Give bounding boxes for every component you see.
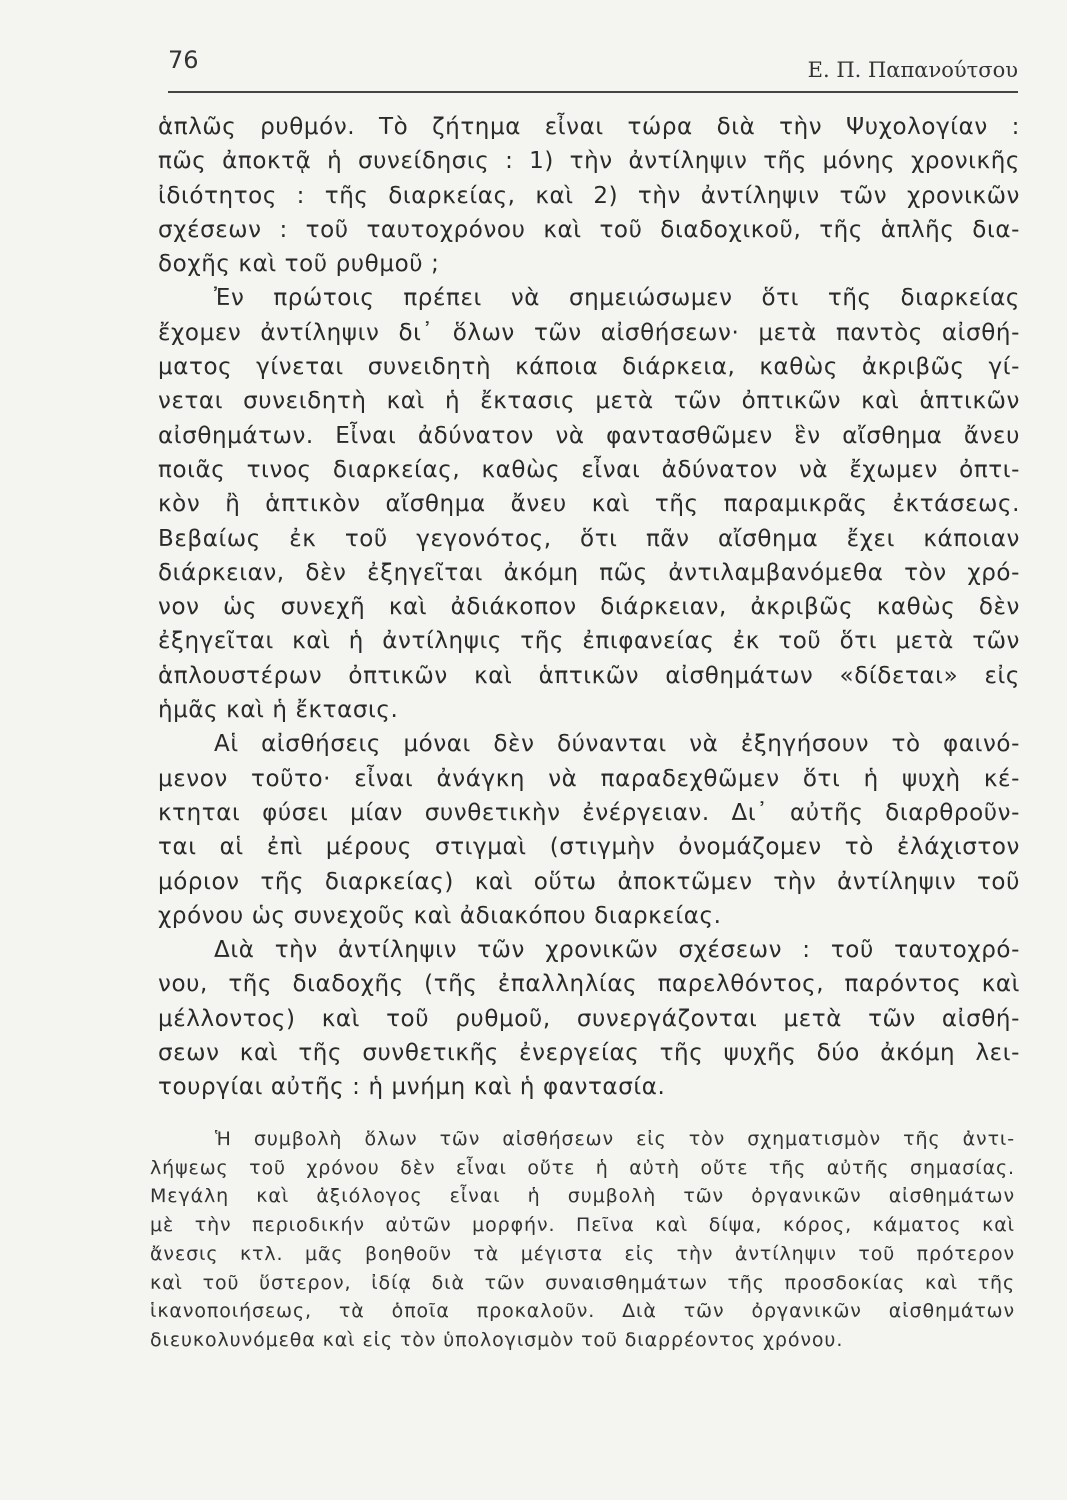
- page-number: 76: [168, 46, 199, 74]
- text-line: ἔχομεν ἀντίληψιν δι᾽ ὅλων τῶν αἰσθήσεων· μετὰ παντὸς αἰσθή-: [158, 319, 1020, 346]
- footnote: [150, 1125, 1015, 1355]
- text-line: σεων καὶ τῆς συνθετικῆς ἐνεργείας τῆς ψυχῆς δύο ἀκόμη λει-: [158, 1040, 1020, 1067]
- text-line: νεται συνειδητὴ καὶ ἡ ἔκτασις μετὰ τῶν ὀπτικῶν καὶ ἁπτικῶν: [158, 388, 1020, 415]
- footnote-line: Ἡ συμβολὴ ὅλων τῶν αἰσθήσεων εἰς τὸν σχηματισμὸν τῆς ἀντι-: [215, 1128, 1015, 1150]
- footnote-line: μὲ τὴν περιοδικήν αὐτῶν μορφήν. Πεῖνα καὶ δίψα, κόρος, κάματος καὶ: [150, 1214, 1015, 1237]
- text-line: ἰδιότητος : τῆς διαρκείας, καὶ 2) τὴν ἀντίληψιν τῶν χρονικῶν: [158, 182, 1020, 209]
- header-rule: [168, 91, 1018, 93]
- text-line: Διὰ τὴν ἀντίληψιν τῶν χρονικῶν σχέσεων : τοῦ ταυτοχρό-: [214, 937, 1020, 964]
- footnote-line: καὶ τοῦ ὕστερον, ἰδίᾳ διὰ τῶν συναισθημάτων τῆς προσδοκίας καὶ τῆς: [150, 1271, 1015, 1294]
- text-line: ἐξηγεῖται καὶ ἡ ἀντίληψις τῆς ἐπιφανείας ἐκ τοῦ ὅτι μετὰ τῶν: [158, 628, 1020, 655]
- text-line: Βεβαίως ἐκ τοῦ γεγονότος, ὅτι πᾶν αἴσθημα ἔχει κάποιαν: [158, 525, 1020, 552]
- text-line: νον ὡς συνεχῆ καὶ ἀδιάκοπον διάρκειαν, ἀκριβῶς καθὼς δὲν: [158, 594, 1020, 621]
- text-line: πῶς ἀποκτᾷ ἡ συνείδησις : 1) τὴν ἀντίληψιν τῆς μόνης χρονικῆς: [158, 148, 1020, 175]
- text-line: ἁπλῶς ρυθμόν. Τὸ ζήτημα εἶναι τώρα διὰ τὴν Ψυχολογίαν :: [158, 114, 1020, 140]
- footnote-line: ἄνεσις κτλ. μᾶς βοηθοῦν τὰ μέγιστα εἰς τὴν ἀντίληψιν τοῦ πρότερον: [150, 1242, 1015, 1265]
- text-line: τουργίαι αὐτῆς : ἡ μνήμη καὶ ἡ φαντασία.: [158, 1074, 666, 1101]
- text-line: κὸν ἢ ἁπτικὸν αἴσθημα ἄνευ καὶ τῆς παραμικρᾶς ἐκτάσεως.: [158, 491, 1020, 518]
- main-text: [158, 110, 1020, 1105]
- text-line: χρόνου ὡς συνεχοῦς καὶ ἀδιακόπου διαρκείας.: [158, 902, 722, 929]
- footnote-line: ἱκανοποιήσεως, τὰ ὁποῖα προκαλοῦν. Διὰ τῶν ὀργανικῶν αἰσθημάτων: [150, 1300, 1015, 1323]
- text-line: σχέσεων : τοῦ ταυτοχρόνου καὶ τοῦ διαδοχικοῦ, τῆς ἁπλῆς δια-: [158, 216, 1020, 243]
- footnote-line: λήψεως τοῦ χρόνου δὲν εἶναι οὔτε ἡ αὐτὴ οὔτε τῆς αὐτῆς σημασίας.: [150, 1156, 1015, 1179]
- text-line: νου, τῆς διαδοχῆς (τῆς ἐπαλληλίας παρελθόντος, παρόντος καὶ: [158, 971, 1020, 998]
- text-line: αἰσθημάτων. Εἶναι ἀδύνατον νὰ φαντασθῶμεν ἓν αἴσθημα ἄνευ: [158, 422, 1020, 449]
- running-head: Ε. Π. Παπανούτσου: [807, 58, 1018, 82]
- text-line: μενον τοῦτο· εἶναι ἀνάγκη νὰ παραδεχθῶμεν ὅτι ἡ ψυχὴ κέ-: [158, 765, 1020, 792]
- text-line: Ἐν πρώτοις πρέπει νὰ σημειώσωμεν ὅτι τῆς διαρκείας: [214, 285, 1020, 312]
- text-line: δοχῆς καὶ τοῦ ρυθμοῦ ;: [158, 251, 440, 278]
- text-line: ται αἱ ἐπὶ μέρους στιγμαὶ (στιγμὴν ὀνομάζομεν τὸ ἐλάχιστον: [158, 834, 1020, 861]
- text-line: Αἱ αἰσθήσεις μόναι δὲν δύνανται νὰ ἐξηγήσουν τὸ φαινό-: [214, 731, 1020, 758]
- text-line: ποιᾶς τινος διαρκείας, καθὼς εἶναι ἀδύνατον νὰ ἔχωμεν ὀπτι-: [158, 456, 1020, 483]
- text-line: μέλλοντος) καὶ τοῦ ρυθμοῦ, συνεργάζονται μετὰ τῶν αἰσθή-: [158, 1005, 1020, 1032]
- text-line: ἁπλουστέρων ὀπτικῶν καὶ ἁπτικῶν αἰσθημάτων «δίδεται» εἰς: [158, 662, 1020, 689]
- text-line: ματος γίνεται συνειδητὴ κάποια διάρκεια, καθὼς ἀκριβῶς γί-: [158, 354, 1020, 381]
- footnote-line: Μεγάλη καὶ ἀξιόλογος εἶναι ἡ συμβολὴ τῶν ὀργανικῶν αἰσθημάτων: [150, 1185, 1015, 1208]
- text-line: μόριον τῆς διαρκείας) καὶ οὕτω ἀποκτῶμεν τὴν ἀντίληψιν τοῦ: [158, 868, 1020, 895]
- text-line: κτηται φύσει μίαν συνθετικὴν ἐνέργειαν. Δι᾽ αὐτῆς διαρθροῦν-: [158, 799, 1020, 826]
- footnote-line: διευκολυνόμεθα καὶ εἰς τὸν ὑπολογισμὸν τοῦ διαρρέοντος χρόνου.: [150, 1328, 844, 1351]
- text-line: διάρκειαν, δὲν ἐξηγεῖται ἀκόμη πῶς ἀντιλαμβανόμεθα τὸν χρό-: [158, 559, 1020, 586]
- text-line: ἡμᾶς καὶ ἡ ἔκτασις.: [158, 697, 399, 724]
- page-header: [168, 38, 1018, 94]
